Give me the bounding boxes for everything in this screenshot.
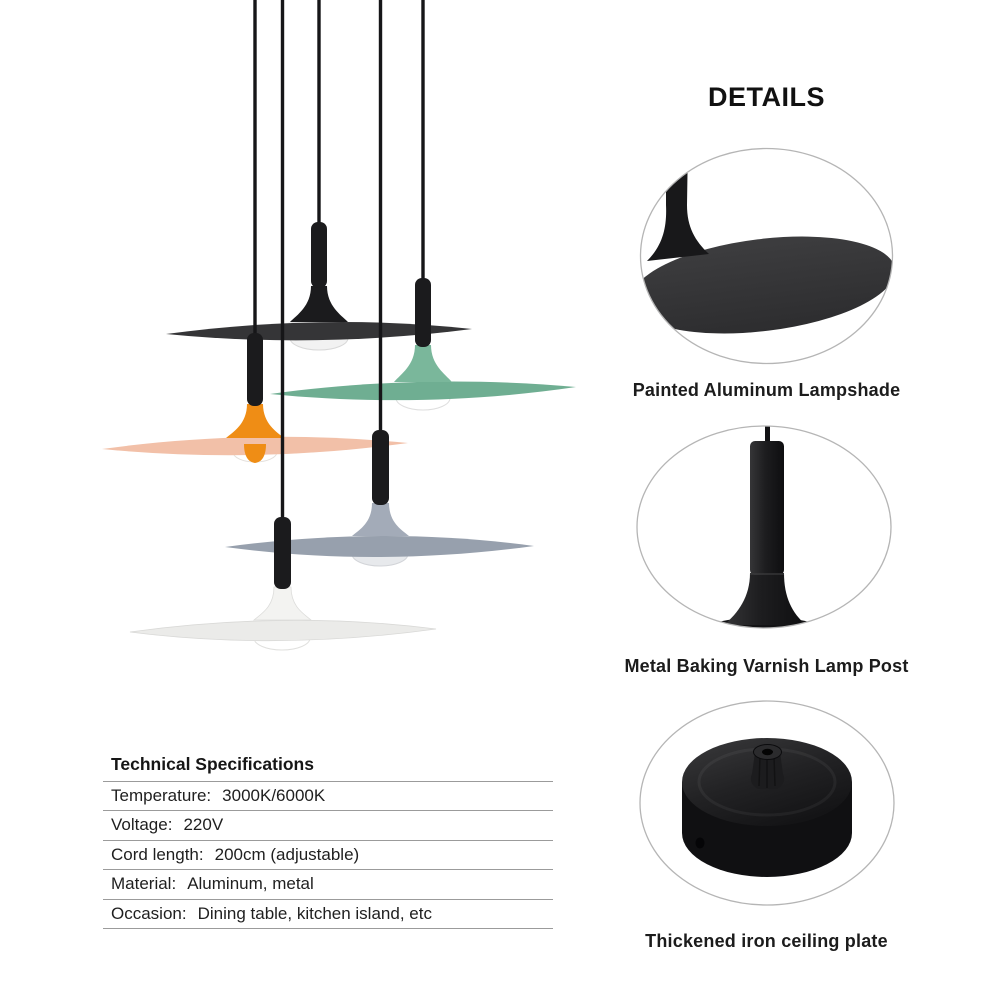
- pendant-lamps-illustration: [0, 0, 620, 700]
- post: [415, 278, 431, 347]
- post: [372, 430, 389, 505]
- spec-value: 3000K/6000K: [222, 786, 326, 805]
- knob-hole: [762, 749, 773, 755]
- post: [274, 517, 291, 589]
- post: [247, 333, 263, 406]
- spec-label: Temperature:: [111, 786, 212, 805]
- spec-row-temperature: [103, 782, 553, 811]
- spec-label: Material:: [111, 874, 177, 894]
- post-flare: [394, 345, 452, 382]
- post-flare: [290, 286, 348, 322]
- detail-caption-ceiling-plate: Thickened iron ceiling plate: [645, 931, 888, 951]
- post-flare: [352, 503, 409, 536]
- lampshade-disc: [270, 382, 576, 401]
- spec-label: Cord length:: [111, 844, 204, 864]
- spec-value: Aluminum, metal: [187, 874, 314, 894]
- spec-row-cord-length: [103, 841, 553, 870]
- detail-caption-lampshade: Painted Aluminum Lampshade: [632, 380, 901, 400]
- spec-row-occasion: [103, 900, 553, 929]
- specs-heading: Technical Specifications: [103, 751, 553, 782]
- side-screw-hole: [696, 838, 705, 849]
- knurl-line: [774, 756, 775, 786]
- lamp-post-detail-graphic: [636, 425, 892, 629]
- spec-label: Voltage:: [111, 815, 173, 835]
- post: [311, 222, 327, 288]
- spec-value: Dining table, kitchen island, etc: [197, 903, 432, 923]
- lampshade-disc: [225, 536, 534, 557]
- spec-value: 200cm (adjustable): [214, 844, 360, 864]
- detail-caption-lamp-post: Metal Baking Varnish Lamp Post: [624, 656, 909, 676]
- details-heading: DETAILS: [708, 82, 825, 112]
- post-flare: [254, 587, 311, 620]
- lampshade-disc: [130, 620, 436, 640]
- lampshade-detail-graphic: [639, 147, 894, 365]
- specs-table: [103, 751, 553, 929]
- pendant-gray: [225, 0, 534, 566]
- spec-value: 220V: [183, 815, 224, 835]
- spec-label: Occasion:: [111, 903, 187, 923]
- spec-row-voltage: [103, 811, 553, 840]
- post-trumpet-base: [724, 573, 806, 625]
- spec-row-material: [103, 870, 553, 899]
- post-flare: [226, 404, 284, 438]
- ceiling-plate-detail-graphic: [639, 700, 895, 906]
- knurl-line: [759, 756, 760, 786]
- post-cylinder: [750, 441, 784, 575]
